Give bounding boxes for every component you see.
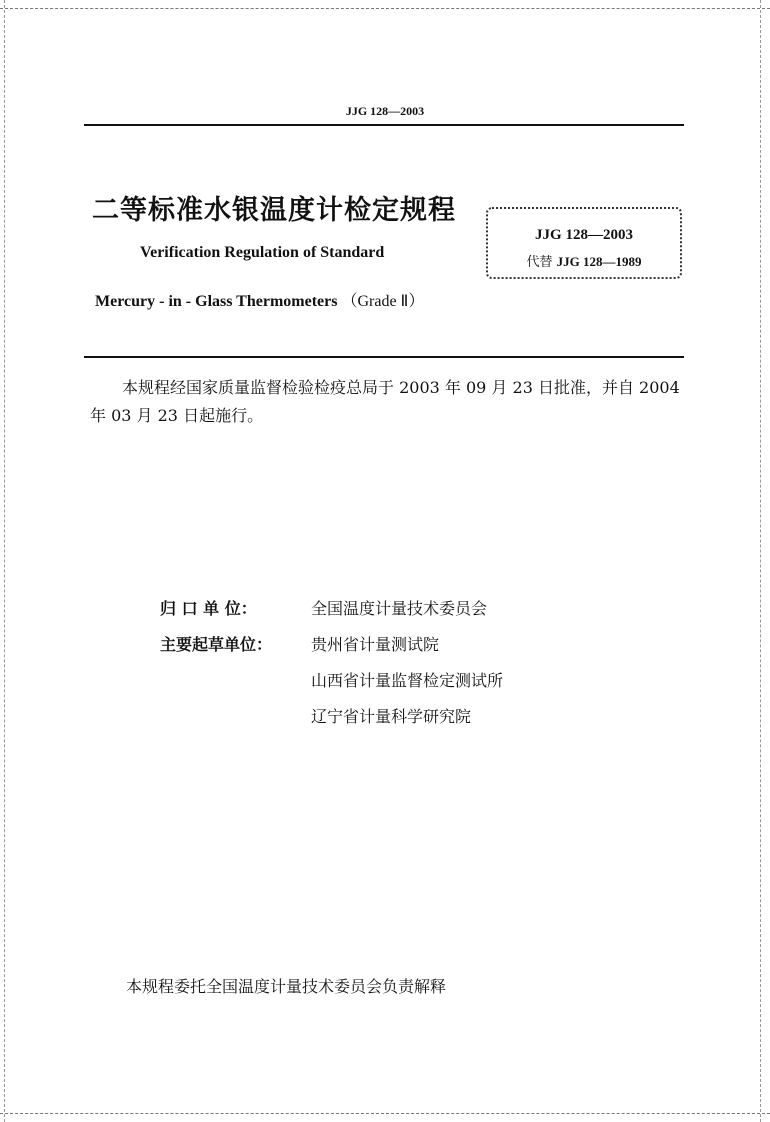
title-chinese: 二等标准水银温度计检定规程 bbox=[92, 195, 456, 226]
centralized-unit-label: 归 口 单 位： bbox=[160, 599, 257, 618]
drafting-unit-2: 山西省计量监督检定测试所 bbox=[311, 671, 504, 690]
drafting-unit-3: 辽宁省计量科学研究院 bbox=[311, 707, 472, 726]
standard-code-box bbox=[486, 207, 682, 279]
centralized-unit-value: 全国温度计量技术委员会 bbox=[311, 599, 488, 618]
title-english-line1: Verification Regulation of Standard bbox=[140, 244, 385, 261]
drafting-unit-label: 主要起草单位： bbox=[160, 635, 273, 654]
box-replaces-line bbox=[488, 251, 680, 270]
title-english-grade: （Grade Ⅱ） bbox=[341, 293, 425, 310]
title-section-rule bbox=[84, 356, 684, 358]
header-rule bbox=[84, 124, 684, 126]
scan-top-edge bbox=[0, 8, 770, 9]
header-standard-code: JJG 128—2003 bbox=[345, 104, 425, 118]
box-standard-code: JJG 128—2003 bbox=[535, 227, 633, 243]
scan-right-edge bbox=[760, 0, 761, 1122]
approval-statement: 本规程经国家质量监督检验检疫总局于 2003 年 09 月 23 日批准，并自 2004 年 03 月 23 日起施行。 bbox=[90, 378, 680, 425]
replaced-code: JJG 128—1989 bbox=[556, 254, 642, 269]
title-english-line2 bbox=[95, 288, 424, 311]
scan-left-edge bbox=[4, 0, 5, 1122]
replaces-prefix: 代替 bbox=[526, 255, 553, 270]
interpretation-note: 本规程委托全国温度计量技术委员会负责解释 bbox=[126, 977, 447, 996]
drafting-unit-1: 贵州省计量测试院 bbox=[311, 635, 440, 654]
title-english-main: Mercury - in - Glass Thermometers bbox=[95, 293, 338, 310]
scan-bottom-edge bbox=[0, 1113, 770, 1114]
